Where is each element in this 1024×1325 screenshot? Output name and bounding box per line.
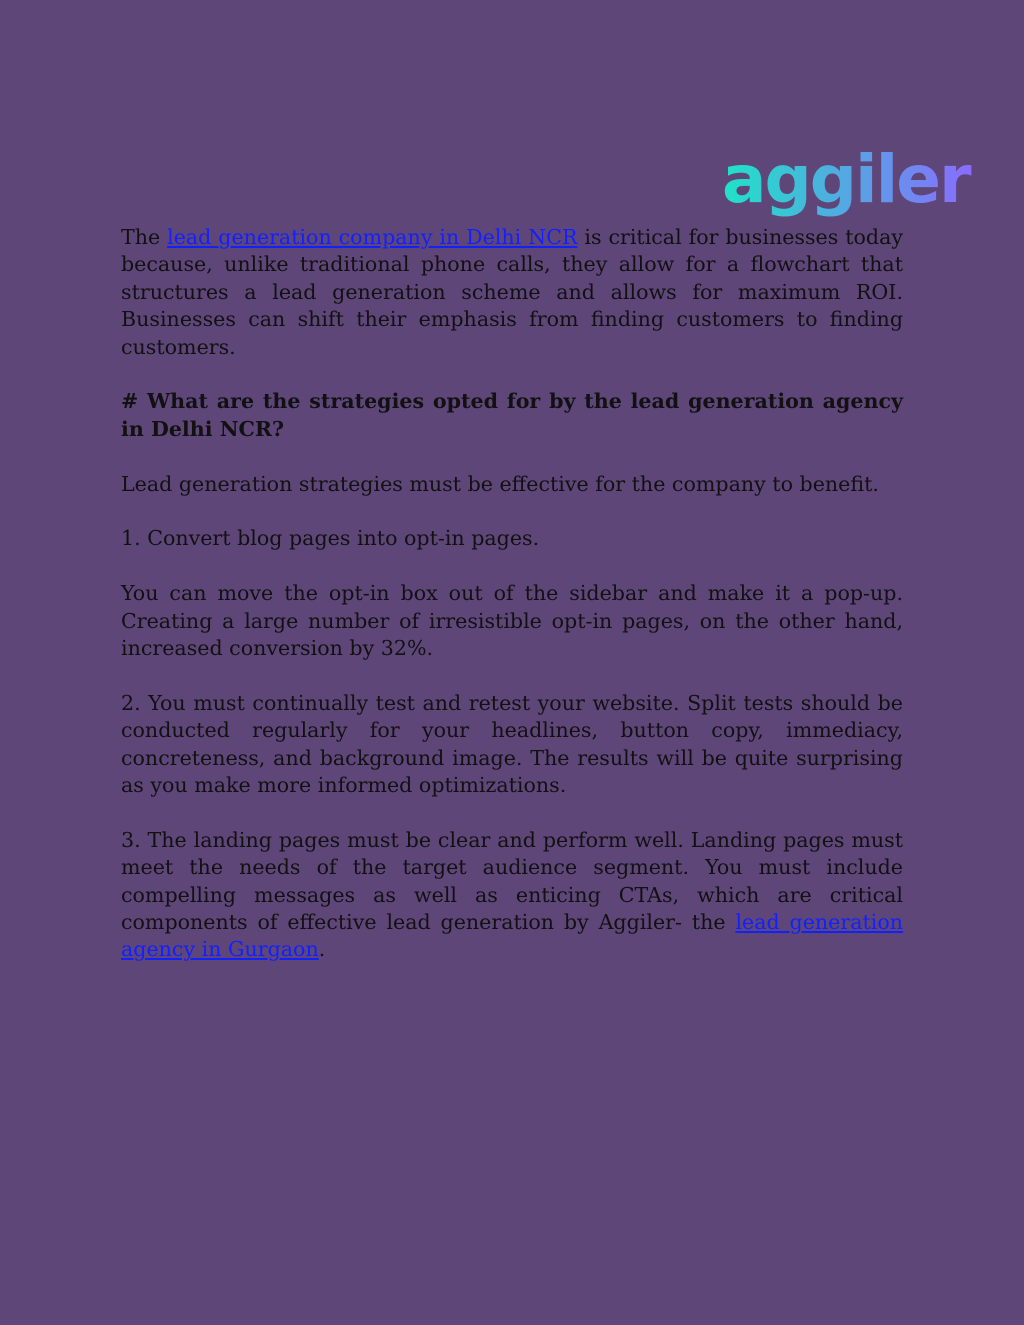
logo-text: aggiler (722, 141, 970, 218)
lead-generation-company-link[interactable]: lead generation company in Delhi NCR (167, 225, 578, 249)
aggiler-logo (722, 141, 970, 222)
lead-generation-agency-link[interactable]: lead generation agency in Gurgaon (121, 910, 904, 962)
intro-suffix: is critical for businesses today because, unlike traditional phone calls, they allow for a flowchart that structures a lead generation scheme and allows for maximum ROI. Businesses can shift their emphasis from finding customers to finding customers. (121, 225, 903, 359)
strategy-1-title: 1. Convert blog pages into opt-in pages. (121, 526, 540, 551)
strategy-3-suffix: . (318, 937, 326, 962)
intro-prefix: The (121, 225, 168, 249)
strategies-intro: Lead generation strategies must be effective for the company to benefit. (121, 471, 879, 496)
strategies-heading: # What are the strategies opted for by the lead generation agency in Delhi NCR? (121, 389, 903, 441)
strategy-3 (121, 827, 903, 964)
strategy-1-body: You can move the opt-in box out of the sidebar and make it a pop-up. Creating a large number of irresistible opt-in pages, on the other hand, increased conversion by 32%. (121, 581, 903, 661)
intro-paragraph (121, 224, 903, 361)
strategy-3-text: 3. The landing pages must be clear and perform well. Landing pages must meet the needs of the target audience segment. You must include compelling messages as well as enticing CTAs, which are critical components of effective lead generation by Aggiler- the (121, 827, 903, 935)
document-content (121, 224, 903, 991)
strategy-2: 2. You must continually test and retest your website. Split tests should be conducted regularly for your headlines, button copy, immediacy, concreteness, and background image. The results will be quite surprising as you make more informed optimizations. (121, 690, 903, 798)
